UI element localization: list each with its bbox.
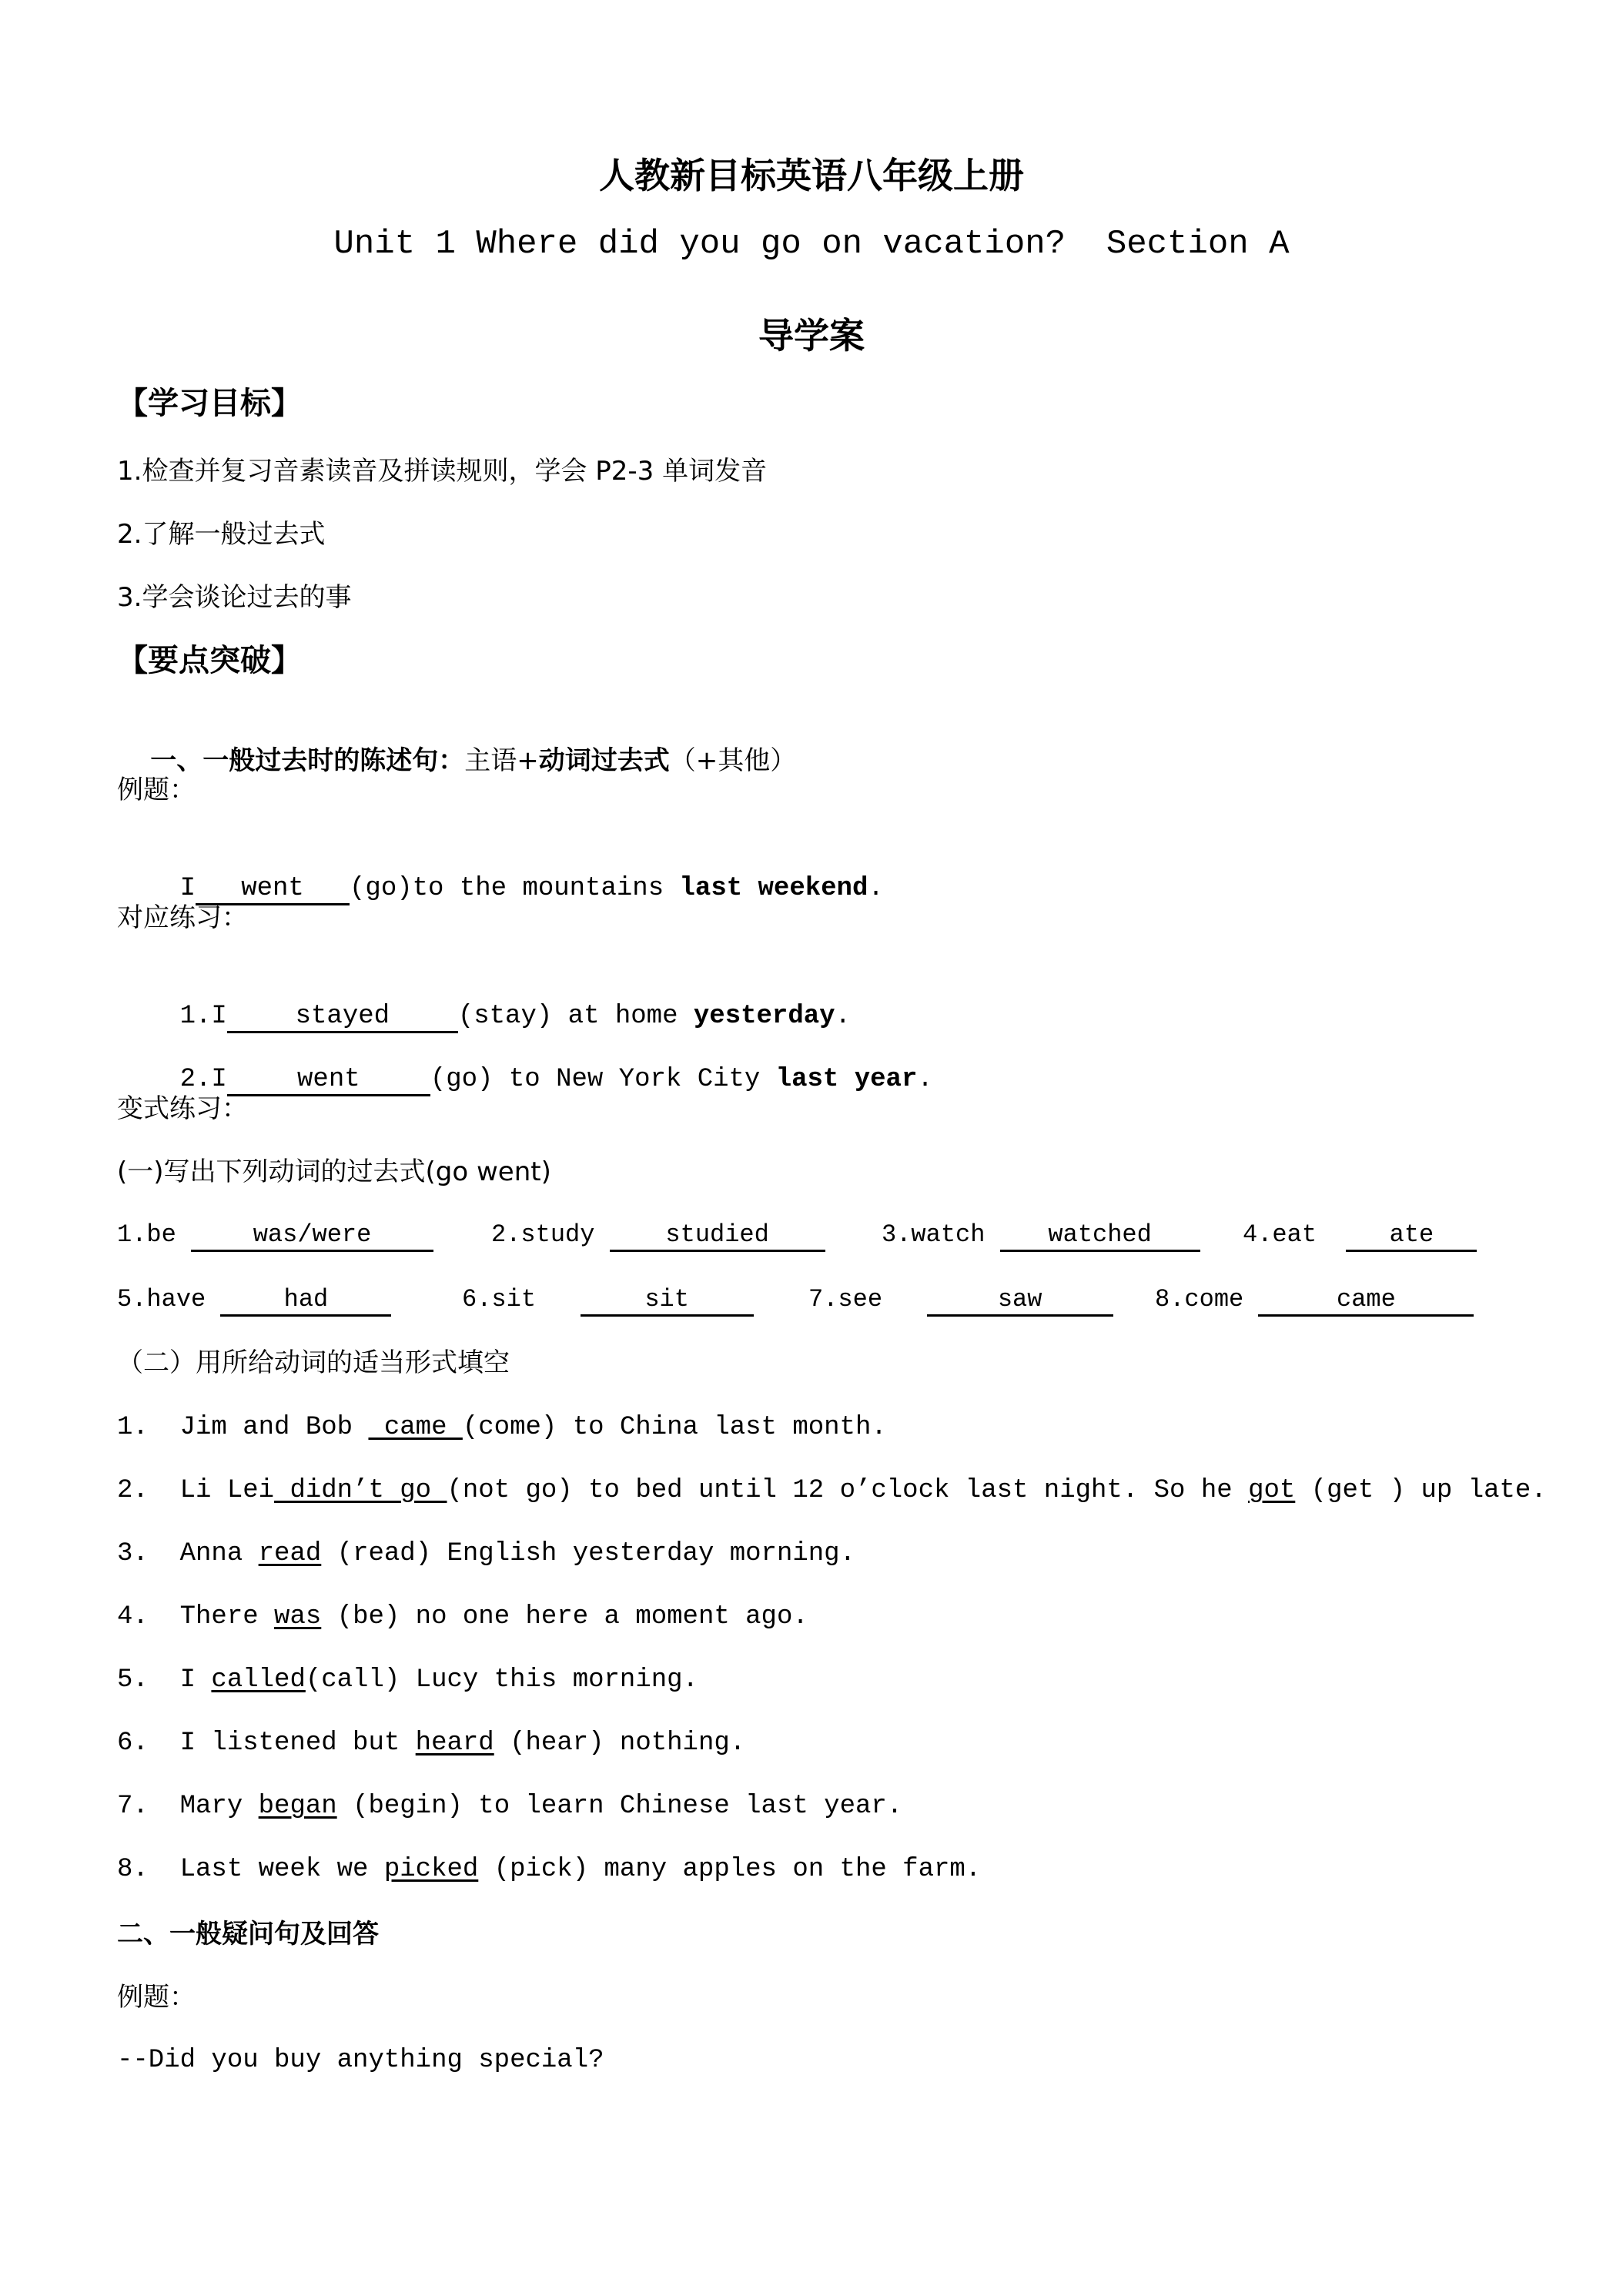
verb-label: 6.sit <box>462 1285 537 1314</box>
verb-item <box>808 1283 1113 1317</box>
practice-label: 对应练习： <box>117 902 248 933</box>
item-text: 2. Li Lei <box>117 1476 275 1505</box>
answer-blank[interactable]: came <box>1258 1285 1474 1317</box>
unit-title: Unit 1 Where did you go on vacation? Section A <box>333 225 1290 263</box>
section1-title-bold: 一、一般过去时的陈述句： <box>150 745 465 776</box>
answer-blank[interactable]: heard <box>415 1729 494 1758</box>
verb-label: 5.have <box>117 1285 206 1314</box>
sentence-end: . <box>917 1065 933 1094</box>
sentence-middle: (go)to the mountains <box>350 874 680 903</box>
answer-blank[interactable]: got <box>1248 1476 1296 1505</box>
sentence-middle: (go) to New York City <box>430 1065 776 1094</box>
item-text: (pick) many apples on the farm. <box>478 1855 982 1884</box>
section1-title-bold2: 动词过去式 <box>538 745 670 776</box>
item-text: (begin) to learn Chinese last year. <box>336 1792 903 1821</box>
verb-item <box>1155 1283 1474 1317</box>
answer-blank[interactable]: watched <box>1000 1220 1200 1252</box>
verb-item <box>1243 1218 1477 1252</box>
answer-blank[interactable]: stayed <box>227 1002 458 1033</box>
answer-blank[interactable]: sit <box>581 1285 754 1317</box>
item-text: (come) to China last month. <box>462 1413 887 1442</box>
sentence-prefix: I <box>179 874 196 903</box>
answer-blank[interactable]: went <box>227 1065 430 1096</box>
objective-item: 2.了解一般过去式 <box>117 519 326 550</box>
answer-blank[interactable]: was <box>274 1602 322 1632</box>
fill-item <box>117 1474 1547 1508</box>
answer-blank[interactable]: read <box>258 1539 322 1568</box>
verb-item <box>491 1218 825 1252</box>
item-text: (call) Lucy this morning. <box>305 1665 698 1695</box>
answer-blank[interactable]: didn’t go <box>274 1476 447 1505</box>
item-text: 5. I <box>117 1665 212 1695</box>
part2-title: （二）用所给动词的适当形式填空 <box>117 1347 510 1378</box>
objective-item: 1.检查并复习音素读音及拼读规则，学会 P2-3 单词发音 <box>117 456 768 487</box>
example-label: 例题： <box>117 775 196 805</box>
part1-title: (一)写出下列动词的过去式(go went) <box>117 1156 551 1187</box>
sentence-prefix: 1.I <box>179 1002 227 1031</box>
answer-blank[interactable]: was/were <box>191 1220 433 1252</box>
answer-blank[interactable]: ate <box>1346 1220 1477 1252</box>
answer-blank[interactable]: began <box>258 1792 337 1821</box>
sentence-middle: (stay) at home <box>457 1002 694 1031</box>
document-subtitle: 导学案 <box>758 315 865 356</box>
section1-title <box>117 710 796 812</box>
sentence-end: . <box>868 874 884 903</box>
example-label: 例题： <box>117 1982 196 2013</box>
objective-item: 3.学会谈论过去的事 <box>117 582 352 613</box>
sentence-end: . <box>835 1002 851 1031</box>
answer-blank[interactable]: saw <box>927 1285 1113 1317</box>
time-phrase: last year <box>775 1065 918 1094</box>
item-text: 3. Anna <box>117 1539 259 1568</box>
time-phrase: yesterday <box>693 1002 835 1031</box>
time-phrase: last weekend <box>679 874 868 903</box>
variant-label: 变式练习： <box>117 1093 248 1124</box>
verb-label: 7.see <box>808 1285 883 1314</box>
verb-item <box>117 1283 391 1317</box>
document-title: 人教新目标英语八年级上册 <box>599 155 1024 196</box>
example-question: --Did you buy anything special? <box>117 2046 604 2075</box>
answer-blank[interactable]: called <box>211 1665 306 1695</box>
objectives-heading: 【学习目标】 <box>117 386 302 421</box>
fill-item <box>117 1853 981 1886</box>
item-text: 6. I listened but <box>117 1729 416 1758</box>
section2-title: 二、一般疑问句及回答 <box>117 1919 379 1950</box>
verb-label: 8.come <box>1155 1285 1244 1314</box>
verb-item <box>462 1283 754 1317</box>
fill-item <box>117 1600 808 1634</box>
answer-blank[interactable]: studied <box>610 1220 825 1252</box>
section1-title-normal2: （+其他） <box>669 745 797 776</box>
fill-item <box>117 1789 902 1823</box>
fill-item <box>117 1411 887 1444</box>
item-text: (get ) up late. <box>1295 1476 1547 1505</box>
item-text: (hear) nothing. <box>494 1729 746 1758</box>
key-points-heading: 【要点突破】 <box>117 643 302 678</box>
answer-blank[interactable]: went <box>196 874 350 905</box>
verb-label: 1.be <box>117 1220 176 1249</box>
answer-blank[interactable]: picked <box>383 1855 479 1884</box>
section1-title-normal: 主语+ <box>464 745 539 776</box>
fill-item <box>117 1726 745 1760</box>
sentence-prefix: 2.I <box>179 1065 227 1094</box>
item-text: 4. There <box>117 1602 275 1632</box>
item-text: 1. Jim and Bob <box>117 1413 369 1442</box>
item-text: (read) English yesterday morning. <box>321 1539 855 1568</box>
item-text: (not go) to bed until 12 o’clock last night. So he <box>447 1476 1249 1505</box>
verb-item <box>882 1218 1200 1252</box>
verb-label: 4.eat <box>1243 1220 1317 1249</box>
verb-label: 2.study <box>491 1220 595 1249</box>
answer-blank[interactable]: came <box>368 1413 463 1442</box>
item-text: (be) no one here a moment ago. <box>321 1602 808 1632</box>
verb-item <box>117 1218 433 1252</box>
fill-item <box>117 1537 855 1571</box>
fill-item <box>117 1663 698 1697</box>
verb-label: 3.watch <box>882 1220 986 1249</box>
item-text: 7. Mary <box>117 1792 259 1821</box>
item-text: 8. Last week we <box>117 1855 384 1884</box>
answer-blank[interactable]: had <box>220 1285 391 1317</box>
